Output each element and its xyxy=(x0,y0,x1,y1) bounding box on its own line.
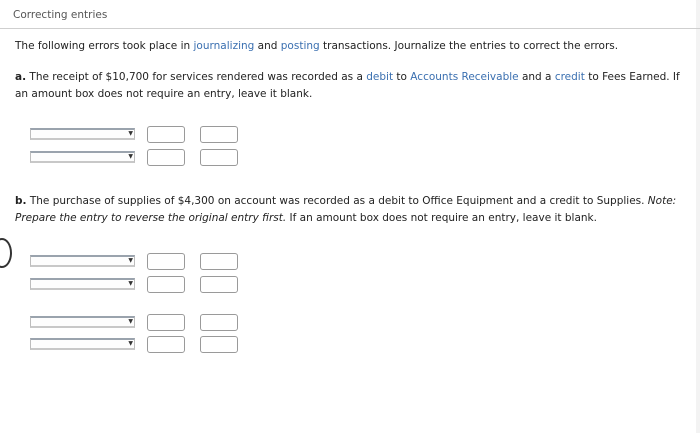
question-a-text-1: The receipt of $10,700 for services rendered was recorded as a xyxy=(29,71,367,83)
accounts-receivable-link[interactable]: Accounts Receivable xyxy=(410,71,519,83)
debit-amount-input[interactable] xyxy=(147,126,185,143)
account-select[interactable] xyxy=(30,255,135,267)
debit-amount-input[interactable] xyxy=(147,253,185,270)
debit-amount-input[interactable] xyxy=(147,314,185,331)
dropdown-arrow-icon: ▼ xyxy=(128,257,133,264)
question-a-text-4: to Fees Earned. If an amount box does not require an entry, leave it blank. xyxy=(15,71,680,100)
page-title: Correcting entries xyxy=(13,9,108,21)
instructions-text-2: and xyxy=(254,40,281,52)
question-b-text-1: The purchase of supplies of $4,300 on account was recorded as a debit to Office Equipment and a credit to Supplies. xyxy=(29,195,648,207)
credit-amount-input[interactable] xyxy=(200,336,238,353)
credit-link[interactable]: credit xyxy=(554,71,585,83)
account-select[interactable] xyxy=(30,278,135,290)
credit-amount-input[interactable] xyxy=(200,126,238,143)
debit-amount-input[interactable] xyxy=(147,276,185,293)
question-a-label: a. xyxy=(15,71,27,83)
journal-row-a1 xyxy=(30,126,250,142)
question-b xyxy=(15,193,685,227)
credit-amount-input[interactable] xyxy=(200,314,238,331)
debit-amount-input[interactable] xyxy=(147,149,185,166)
question-b-note: Note: Prepare the entry to reverse the original entry first. xyxy=(15,195,677,224)
dropdown-arrow-icon: ▼ xyxy=(128,153,133,160)
account-select[interactable] xyxy=(30,151,135,163)
question-b-text-2: If an amount box does not require an entry, leave it blank. xyxy=(286,212,597,224)
question-a-text-3: and a xyxy=(518,71,555,83)
dropdown-arrow-icon: ▼ xyxy=(128,280,133,287)
question-a-text-2: to xyxy=(393,71,411,83)
debit-link[interactable]: debit xyxy=(366,71,394,83)
credit-amount-input[interactable] xyxy=(200,253,238,270)
journal-row-b1 xyxy=(30,253,250,269)
journal-row-a2 xyxy=(30,149,250,165)
question-b-label: b. xyxy=(15,195,27,207)
dropdown-arrow-icon: ▼ xyxy=(128,340,133,347)
account-select[interactable] xyxy=(30,128,135,140)
posting-link[interactable]: posting xyxy=(280,40,320,52)
account-select[interactable] xyxy=(30,338,135,350)
instructions-text-1: The following errors took place in xyxy=(15,40,194,52)
instructions-text-3: transactions. Journalize the entries to correct the errors. xyxy=(319,40,619,52)
journal-row-b2 xyxy=(30,276,250,292)
dropdown-arrow-icon: ▼ xyxy=(128,130,133,137)
dropdown-arrow-icon: ▼ xyxy=(128,318,133,325)
credit-amount-input[interactable] xyxy=(200,149,238,166)
journal-row-b3 xyxy=(30,314,250,330)
side-handle[interactable] xyxy=(0,238,12,268)
account-select[interactable] xyxy=(30,316,135,328)
question-a xyxy=(15,69,685,103)
journal-row-b4 xyxy=(30,336,250,352)
instructions xyxy=(15,40,618,52)
divider xyxy=(0,28,700,29)
credit-amount-input[interactable] xyxy=(200,276,238,293)
journalizing-link[interactable]: journalizing xyxy=(193,40,255,52)
debit-amount-input[interactable] xyxy=(147,336,185,353)
